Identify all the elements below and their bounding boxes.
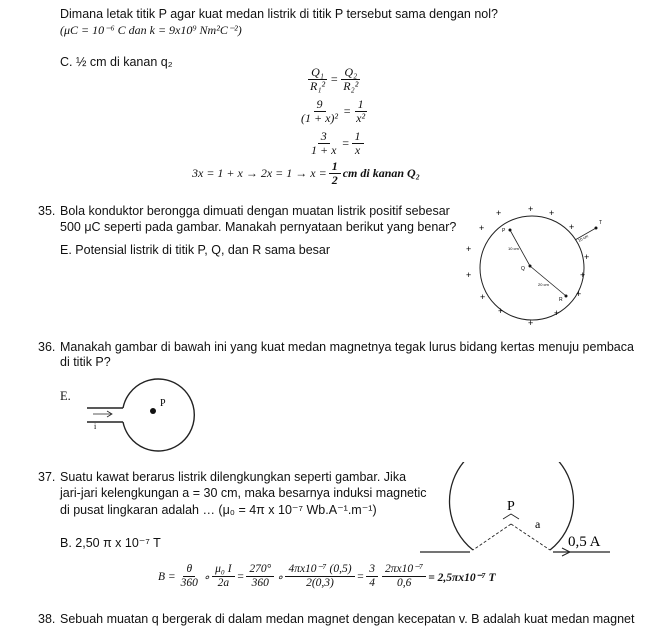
- svg-text:+: +: [528, 204, 534, 214]
- svg-text:+: +: [480, 292, 486, 302]
- q37-text-3: di pusat lingkaran adalah … (μ₀ = 4π x 10⁻⁷ Wb.A⁻¹.m⁻¹): [60, 503, 377, 517]
- q35-text-2: 500 μC seperti pada gambar. Manakah pernyataan berikut yang benar?: [60, 220, 457, 234]
- point-p: [150, 408, 156, 414]
- q36-loop-figure: [85, 370, 215, 460]
- label-p: P: [160, 398, 166, 409]
- q36-number: 36.: [38, 340, 56, 354]
- svg-text:+: +: [584, 252, 590, 262]
- loop-wire: [123, 379, 194, 451]
- label-t: T: [599, 220, 603, 226]
- derivation-line-2: $\frac{9}{\text{(1 + x)²}}$ = $\frac{1}{\text{x²}}$: [301, 97, 366, 125]
- label-current: 0,5 A: [568, 534, 601, 550]
- q35-text-1: Bola konduktor berongga dimuati dengan muatan listrik positif sebesar: [60, 204, 450, 218]
- q37-equation: B = $\frac{\theta}{360}$ ∘ $\frac{\text{μ₀ I}}{2a}$ = $\frac{270^\circ}{360}$ ∘ $\frac{\text{4πx10⁻⁷ (0,5)}}{2(0,3)}$ = $\frac{3}{4}$ $\frac{\text{2πx10⁻⁷}}{0,6}$ = 2,5πx10⁻⁷ T: [158, 563, 496, 589]
- svg-text:+: +: [554, 308, 560, 318]
- label-i: i: [94, 422, 97, 431]
- svg-text:+: +: [580, 270, 586, 280]
- label-q: Q: [521, 266, 525, 272]
- q35-sphere-figure: [458, 200, 618, 332]
- q37-answer: B. 2,50 π x 10⁻⁷ T: [60, 536, 161, 550]
- label-dist-t: 10 cm: [577, 233, 590, 243]
- svg-text:+: +: [569, 222, 575, 232]
- radius-right: [511, 524, 550, 550]
- svg-text:+: +: [496, 208, 502, 218]
- point-t: [595, 227, 598, 230]
- q36-option-e: E.: [60, 389, 71, 403]
- label-dist-p: 10 cm: [508, 246, 519, 251]
- question-continuation: Dimana letak titik P agar kuat medan listrik di titik P tersebut sama dengan nol?: [60, 7, 498, 21]
- svg-text:+: +: [466, 244, 472, 254]
- q38-number: 38.: [38, 612, 56, 626]
- svg-text:+: +: [549, 208, 555, 218]
- q37-arc-figure: [415, 462, 615, 560]
- plus-signs: [466, 204, 589, 328]
- svg-text:+: +: [479, 223, 485, 233]
- label-a: a: [535, 517, 541, 531]
- point-p: [509, 229, 512, 232]
- q35-answer: E. Potensial listrik di titik P, Q, dan R sama besar: [60, 243, 331, 257]
- q37-text-1: Suatu kawat berarus listrik dilengkungkan seperti gambar. Jika: [60, 470, 407, 484]
- label-r: R: [559, 297, 563, 303]
- radius-left: [473, 524, 511, 550]
- derivation-line-1: $\frac{\text{Q₁}}{\text{R₁²}}$ = $\frac{\text{Q₂}}{\text{R₂²}}$: [310, 65, 359, 93]
- svg-text:+: +: [528, 318, 534, 328]
- label-p: P: [507, 499, 515, 514]
- q38-text-1: Sebuah muatan q bergerak di dalam medan magnet dengan kecepatan v. B adalah kuat medan magnet: [60, 612, 635, 626]
- point-r: [565, 295, 568, 298]
- derivation-line-3: $\frac{3}{1 + x}$ = $\frac{1}{x}$: [306, 130, 366, 157]
- q37-number: 37.: [38, 470, 56, 484]
- q36-text-2: di titik P?: [60, 355, 111, 369]
- svg-text:+: +: [576, 289, 582, 299]
- constants-line: (μC = 10⁻⁶ C dan k = 9x10⁹ Nm²C⁻²): [60, 23, 242, 37]
- line-r: [530, 266, 566, 296]
- right-angle-mark: [503, 514, 519, 519]
- label-p: P: [502, 228, 506, 234]
- derivation-line-4: 3x = 1 + x → 2x = 1 → x = $\frac{1}{2}$ cm di kanan Q₂: [192, 159, 420, 187]
- point-q: [529, 265, 532, 268]
- q37-text-2: jari-jari kelengkungan a = 30 cm, maka besarnya induksi magnetic: [60, 486, 427, 500]
- q36-text-1: Manakah gambar di bawah ini yang kuat medan magnetnya tegak lurus bidang kertas menuju pembaca: [60, 340, 634, 354]
- svg-text:+: +: [466, 270, 472, 280]
- label-dist-r: 20 cm: [538, 282, 549, 287]
- q35-number: 35.: [38, 204, 56, 218]
- svg-text:+: +: [498, 306, 504, 316]
- answer-c: C. ½ cm di kanan q₂: [60, 55, 173, 69]
